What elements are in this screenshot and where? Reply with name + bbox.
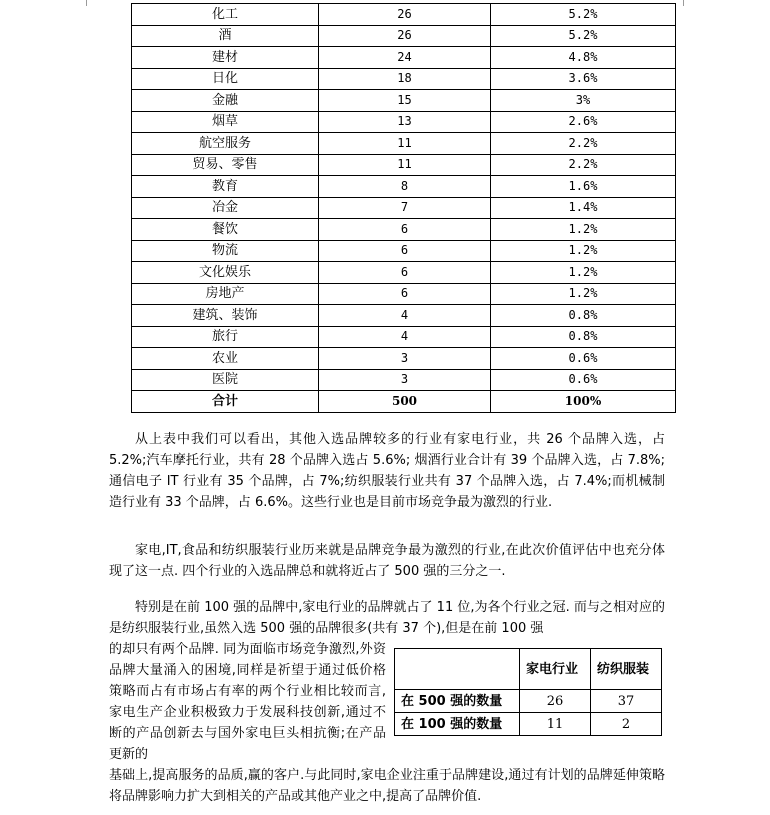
industry-cell: 医院 (132, 369, 319, 391)
paragraph-3: 特别是在前 100 强的品牌中,家电行业的品牌就占了 11 位,为各个行业之冠. 而与之相对应的是纺织服装行业,虽然入选 500 强的品牌很多(共有 37 个),但是在前 100 强 (109, 600, 665, 636)
table-row (132, 305, 676, 327)
comparison-header-row (395, 649, 662, 690)
table-row (132, 111, 676, 133)
brand-count-cell: 6 (319, 262, 491, 284)
industry-cell: 航空服务 (132, 133, 319, 155)
industry-brand-table (131, 3, 676, 413)
brand-count-cell: 8 (319, 176, 491, 198)
comparison-header-empty (395, 649, 520, 690)
table-row (132, 219, 676, 241)
brand-count-cell: 6 (319, 283, 491, 305)
brand-count-cell: 26 (319, 4, 491, 26)
percent-cell: 2.6% (491, 111, 676, 133)
industry-cell: 旅行 (132, 326, 319, 348)
brand-count-cell: 3 (319, 348, 491, 370)
percent-cell: 4.8% (491, 47, 676, 69)
percent-cell: 1.2% (491, 219, 676, 241)
comparison-row-label: 在 500 强的数量 (395, 690, 520, 713)
industry-cell: 冶金 (132, 197, 319, 219)
comparison-row-label: 在 100 强的数量 (395, 713, 520, 736)
table-row (132, 133, 676, 155)
percent-cell: 3% (491, 90, 676, 112)
table-row (132, 176, 676, 198)
industry-cell: 农业 (132, 348, 319, 370)
comparison-header-textile: 纺织服装 (591, 649, 662, 690)
industry-cell: 贸易、零售 (132, 154, 319, 176)
brand-count-cell: 7 (319, 197, 491, 219)
page-corner-mark-right (683, 0, 684, 6)
industry-cell: 酒 (132, 25, 319, 47)
comparison-appliance-value: 11 (520, 713, 591, 736)
paragraph-1: 从上表中我们可以看出，其他入选品牌较多的行业有家电行业，共 26 个品牌入选，占 5.2%;汽车摩托行业，共有 28 个品牌入选占 5.6%; 烟酒行业合计有 39 个品牌入选，占 7.8%;通信电子 IT 行业有 35 个品牌，占 7%;纺织服装行业共有 37 个品牌入选，占 7.4%;而机械制造行业有 33 个品牌，占 6.6%。这些行业也是目前市场竞争最为激烈的行业. (109, 432, 665, 510)
brand-count-cell: 15 (319, 90, 491, 112)
percent-cell: 3.6% (491, 68, 676, 90)
brand-count-cell: 6 (319, 219, 491, 241)
brand-count-cell: 26 (319, 25, 491, 47)
percent-cell: 1.4% (491, 197, 676, 219)
total-label-cell: 合计 (132, 391, 319, 413)
table-row (132, 197, 676, 219)
comparison-header-appliance: 家电行业 (520, 649, 591, 690)
table-row (132, 90, 676, 112)
page-corner-mark-left (86, 0, 87, 6)
table-row (132, 68, 676, 90)
brand-count-cell: 4 (319, 305, 491, 327)
table-total-row (132, 391, 676, 413)
brand-count-cell: 13 (319, 111, 491, 133)
paragraph-3-wrapped: 的却只有两个品牌. 同为面临市场竞争激烈,外资品牌大量涌入的困境,同样是祈望于通过低价格策略而占有市场占有率的两个行业相比较而言,家电生产企业积极致力于发展科技创新,通过不断的产品创新去与国外家电巨头相抗衡;在产品更新的 (109, 642, 386, 762)
percent-cell: 0.6% (491, 348, 676, 370)
percent-cell: 2.2% (491, 154, 676, 176)
industry-cell: 教育 (132, 176, 319, 198)
industry-cell: 建材 (132, 47, 319, 69)
table-row (132, 25, 676, 47)
table-row (132, 326, 676, 348)
comparison-textile-value: 2 (591, 713, 662, 736)
percent-cell: 1.2% (491, 283, 676, 305)
brand-count-cell: 4 (319, 326, 491, 348)
total-percent-cell: 100% (491, 391, 676, 413)
industry-cell: 建筑、装饰 (132, 305, 319, 327)
brand-count-cell: 24 (319, 47, 491, 69)
paragraph-4: 基础上,提高服务的品质,赢的客户.与此同时,家电企业注重于品牌建设,通过有计划的品牌延伸策略将品牌影响力扩大到相关的产品或其他产业之中,提高了品牌价值. (109, 768, 665, 804)
industry-cell: 餐饮 (132, 219, 319, 241)
percent-cell: 5.2% (491, 25, 676, 47)
comparison-table (394, 648, 662, 736)
percent-cell: 1.6% (491, 176, 676, 198)
brand-count-cell: 3 (319, 369, 491, 391)
table-row (132, 154, 676, 176)
brand-count-cell: 18 (319, 68, 491, 90)
comparison-row (395, 690, 662, 713)
table-row (132, 240, 676, 262)
percent-cell: 5.2% (491, 4, 676, 26)
industry-cell: 房地产 (132, 283, 319, 305)
percent-cell: 0.6% (491, 369, 676, 391)
comparison-textile-value: 37 (591, 690, 662, 713)
percent-cell: 0.8% (491, 305, 676, 327)
percent-cell: 2.2% (491, 133, 676, 155)
percent-cell: 1.2% (491, 240, 676, 262)
percent-cell: 0.8% (491, 326, 676, 348)
comparison-row (395, 713, 662, 736)
table-row (132, 369, 676, 391)
brand-count-cell: 11 (319, 154, 491, 176)
table-row (132, 4, 676, 26)
total-count-cell: 500 (319, 391, 491, 413)
paragraph-2: 家电,IT,食品和纺织服装行业历来就是品牌竞争最为激烈的行业,在此次价值评估中也充分体现了这一点. 四个行业的入选品牌总和就将近占了 500 强的三分之一. (109, 543, 665, 579)
industry-cell: 金融 (132, 90, 319, 112)
comparison-appliance-value: 26 (520, 690, 591, 713)
industry-cell: 物流 (132, 240, 319, 262)
brand-count-cell: 6 (319, 240, 491, 262)
industry-cell: 化工 (132, 4, 319, 26)
industry-cell: 烟草 (132, 111, 319, 133)
table-row (132, 262, 676, 284)
brand-count-cell: 11 (319, 133, 491, 155)
table-row (132, 47, 676, 69)
table-row (132, 348, 676, 370)
table-row (132, 283, 676, 305)
percent-cell: 1.2% (491, 262, 676, 284)
industry-cell: 文化娱乐 (132, 262, 319, 284)
industry-cell: 日化 (132, 68, 319, 90)
